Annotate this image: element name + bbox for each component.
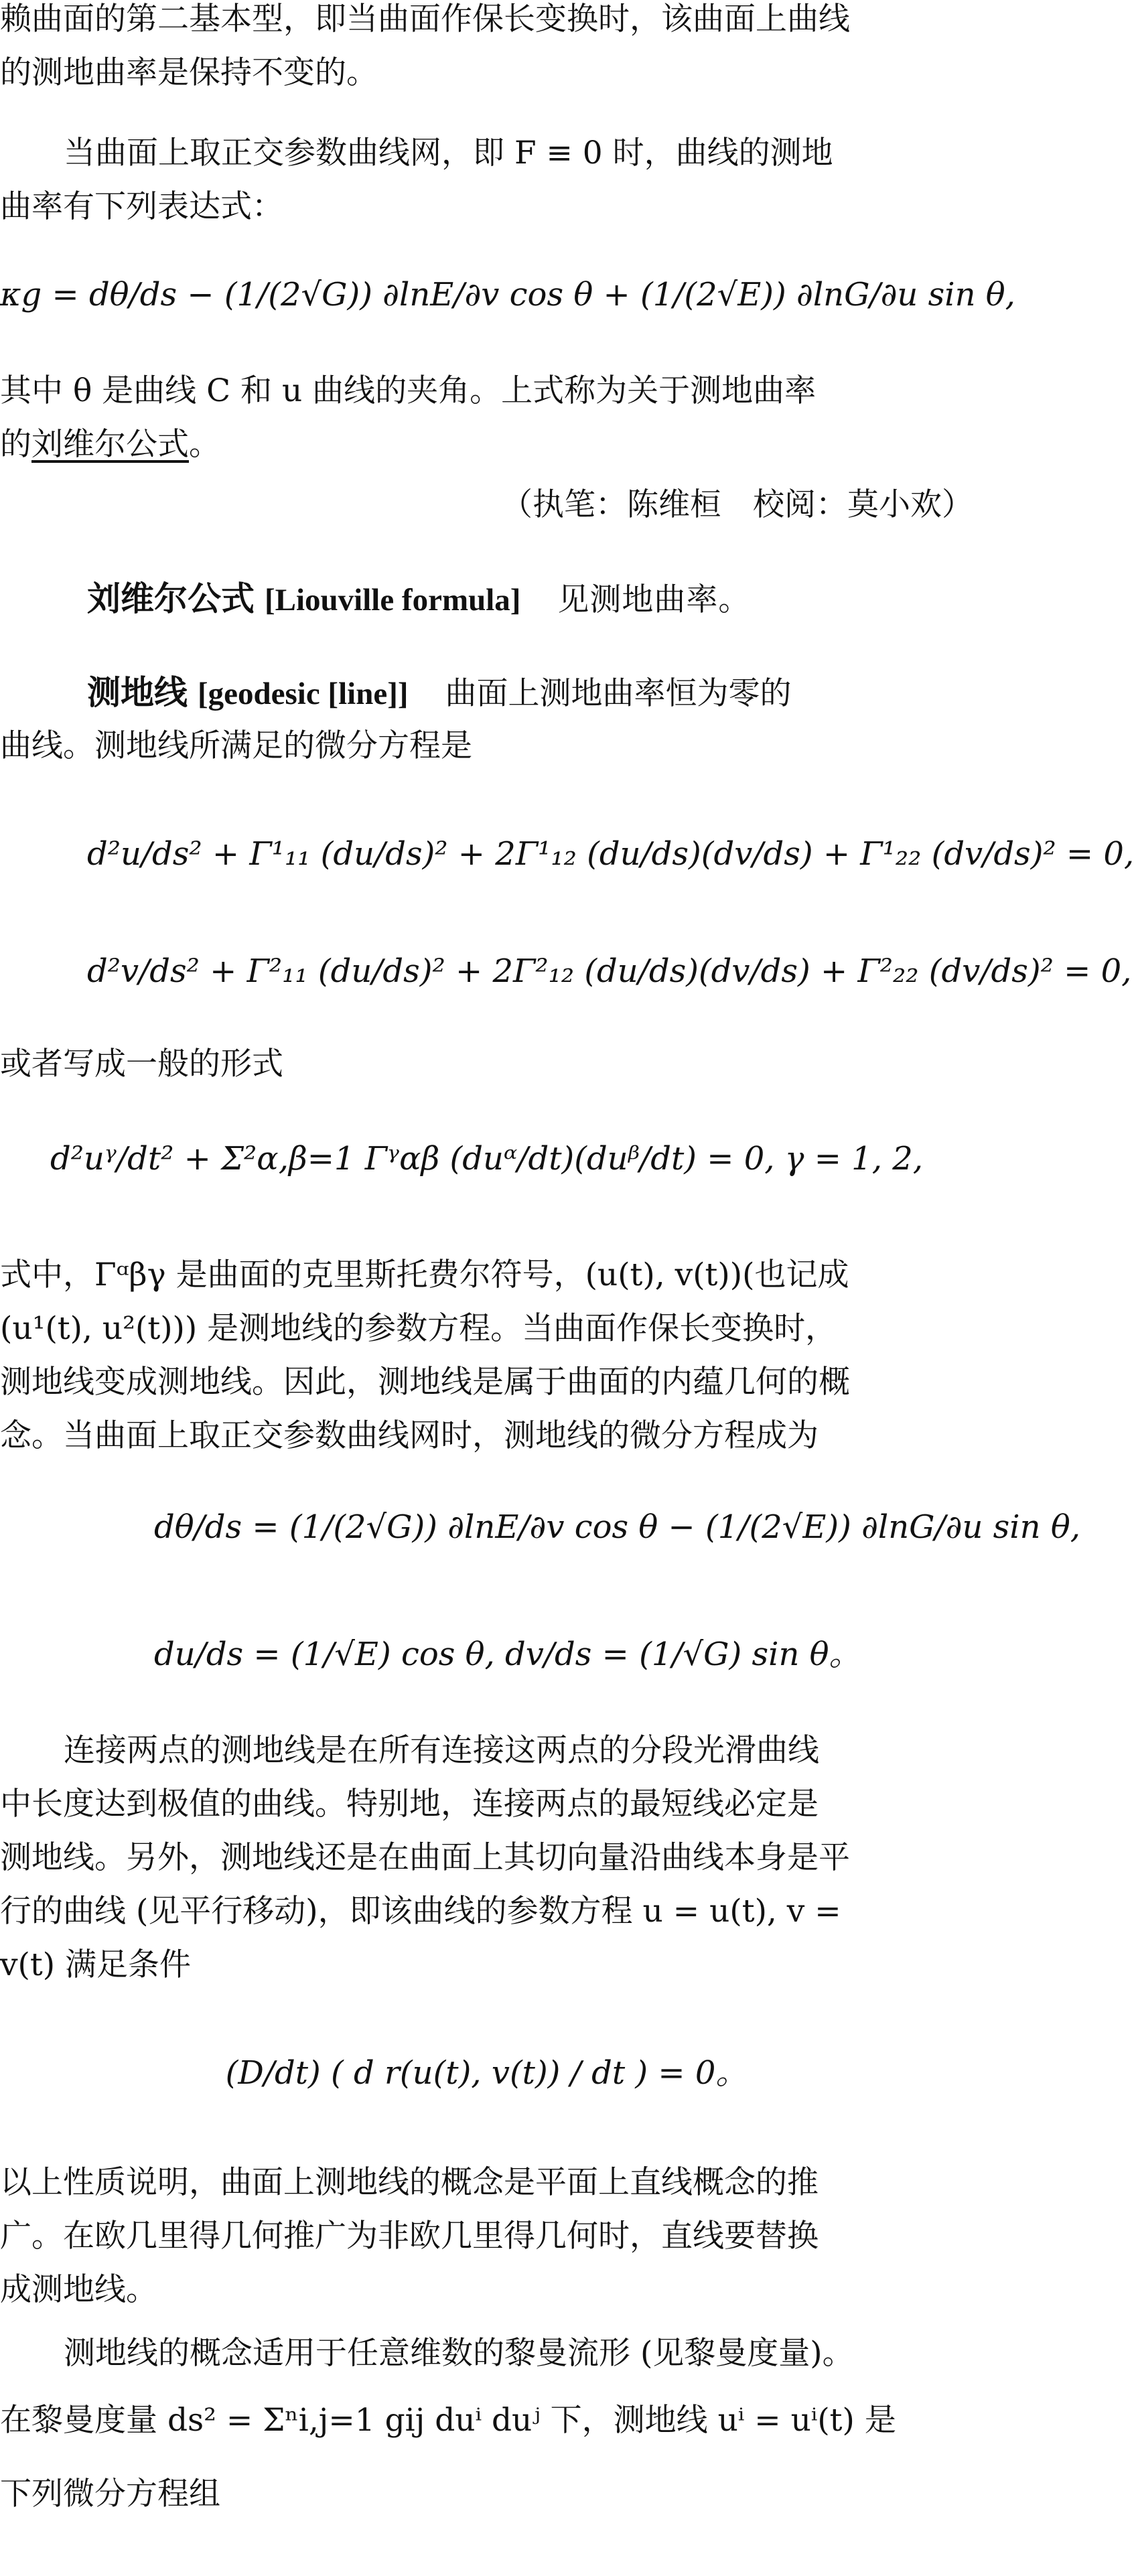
text-line: 成测地线。 <box>0 2271 157 2308</box>
text-line: (u¹(t), u²(t))) 是测地线的参数方程。当曲面作保长变换时， <box>0 1310 837 1347</box>
text-line: 其中 θ 是曲线 C 和 u 曲线的夹角。上式称为关于测地曲率 <box>0 372 817 409</box>
text-line: 赖曲面的第二基本型，即当曲面作保长变换时，该曲面上曲线 <box>0 1 850 38</box>
equation-geodesic-general: d²uᵞ/dt² + Σ²α,β=1 Γᵞαβ (duᵅ/dt)(duᵝ/dt) = 0, γ = 1, 2, <box>50 1140 924 1177</box>
entry-geodesic <box>0 666 973 720</box>
text-line: 以上性质说明，曲面上测地线的概念是平面上直线概念的推 <box>0 2164 819 2201</box>
text-line: 测地线的概念适用于任意维数的黎曼流形 (见黎曼度量)。 <box>64 2335 854 2372</box>
equation-dtheta: dθ/ds = (1/(2√G)) ∂lnE/∂v cos θ − (1/(2√E)) ∂lnG/∂u sin θ, <box>154 1508 1080 1546</box>
text-line: 或者写成一般的形式 <box>0 1046 283 1082</box>
text-line: 在黎曼度量 ds² = Σⁿi,j=1 gij duⁱ duʲ 下，测地线 uⁱ = uⁱ(t) 是 <box>0 2402 896 2439</box>
text-line: 下列微分方程组 <box>0 2476 220 2512</box>
text-line: 测地线变成测地线。因此，测地线是属于曲面的内蕴几何的概 <box>0 1364 850 1401</box>
equation-geodesic-u: d²u/ds² + Γ¹₁₁ (du/ds)² + 2Γ¹₁₂ (du/ds)(dv/ds) + Γ¹₂₂ (dv/ds)² = 0, <box>87 835 1134 873</box>
text-line <box>0 419 973 471</box>
equation-geodesic-curvature: κg = dθ/ds − (1/(2√G)) ∂lnE/∂v cos θ + (1/(2√E)) ∂lnG/∂u sin θ, <box>0 276 1015 313</box>
text-line: 行的曲线 (见平行移动)，即该曲线的参数方程 u = u(t), v = <box>0 1893 841 1930</box>
text-line: 式中，Γᵅβγ 是曲面的克里斯托费尔符号，(u(t), v(t))(也记成 <box>0 1257 849 1293</box>
text-line: 广。在欧几里得几何推广为非欧几里得几何时，直线要替换 <box>0 2218 819 2255</box>
text-line: 连接两点的测地线是在所有连接这两点的分段光滑曲线 <box>64 1732 819 1769</box>
equation-parallel-transport: (D/dt) ( d r(u(t), v(t)) / dt ) = 0。 <box>225 2054 748 2092</box>
entry-liouville-formula <box>0 573 973 626</box>
text-line: 曲率有下列表达式： <box>0 188 283 225</box>
equation-geodesic-v: d²v/ds² + Γ²₁₁ (du/ds)² + 2Γ²₁₂ (du/ds)(dv/ds) + Γ²₂₂ (dv/ds)² = 0, <box>87 952 1132 990</box>
text-line: 的测地曲率是保持不变的。 <box>0 54 378 91</box>
text-line: 当曲面上取正交参数曲线网，即 F ≡ 0 时，曲线的测地 <box>64 135 833 171</box>
see-also-link[interactable]: 见测地曲率。 <box>557 581 751 618</box>
entry-term: 刘维尔公式 <box>87 579 255 618</box>
entry-english: [geodesic [line]] <box>197 676 409 711</box>
entry-term: 测地线 <box>87 673 188 712</box>
equation-du-dv: du/ds = (1/√E) cos θ, dv/ds = (1/√G) sin θ。 <box>154 1636 861 1673</box>
liouville-formula-link[interactable]: 刘维尔公式 <box>31 426 189 463</box>
text-line: 测地线。另外，测地线还是在曲面上其切向量沿曲线本身是平 <box>0 1839 850 1876</box>
text-fragment: 的 <box>0 426 31 463</box>
entry-definition: 曲面上测地曲率恒为零的 <box>445 675 792 712</box>
text-line: 曲线。测地线所满足的微分方程是 <box>0 727 472 764</box>
text-line: 念。当曲面上取正交参数曲线网时，测地线的微分方程成为 <box>0 1417 819 1454</box>
text-fragment: 。 <box>189 426 220 463</box>
entry-english: [Liouville formula] <box>264 583 521 618</box>
text-line: v(t) 满足条件 <box>0 1946 192 1983</box>
text-line: 中长度达到极值的曲线。特别地，连接两点的最短线必定是 <box>0 1786 819 1822</box>
credit-line: （执笔：陈维桓 校阅：莫小欢） <box>501 486 973 523</box>
